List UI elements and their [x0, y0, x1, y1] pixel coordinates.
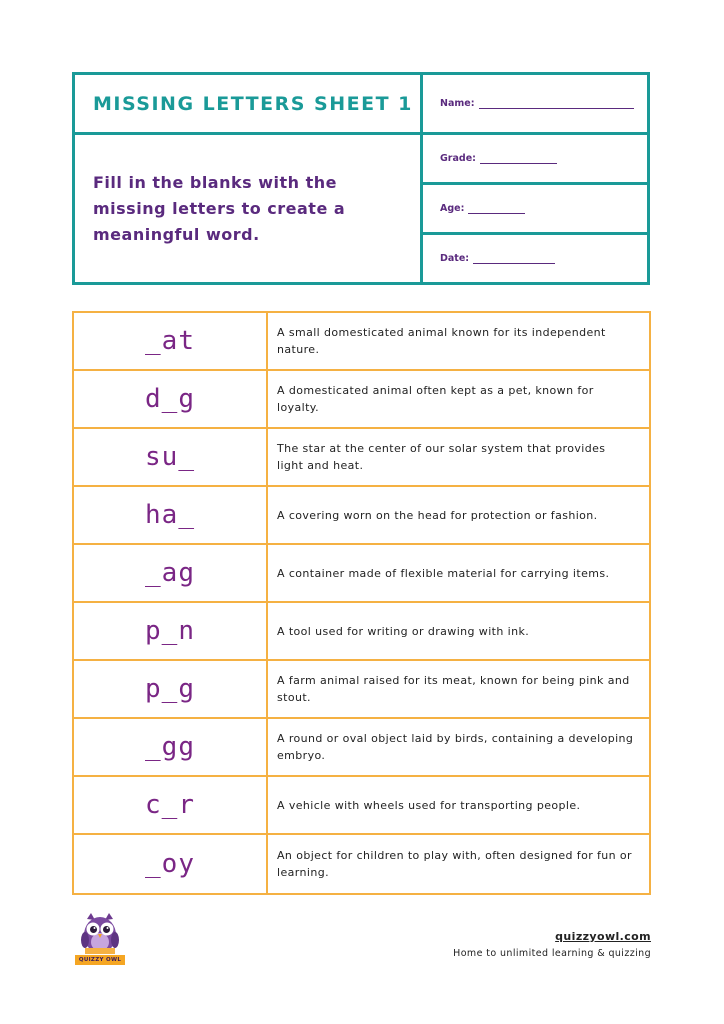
table-row	[74, 835, 649, 893]
word-clue: A vehicle with wheels used for transporting people.	[277, 798, 581, 812]
table-row	[74, 719, 649, 777]
name-blank-line	[479, 107, 634, 109]
age-label: Age:	[440, 203, 465, 214]
table-row	[74, 371, 649, 429]
name-field[interactable]	[423, 75, 647, 135]
word-clue: An object for children to play with, often designed for fun or learning.	[277, 849, 632, 879]
table-row	[74, 313, 649, 371]
table-row	[74, 487, 649, 545]
word-blank[interactable]: p_n	[74, 603, 268, 659]
date-field[interactable]	[423, 235, 647, 282]
date-blank-line	[473, 262, 555, 264]
site-link[interactable]: quizzyowl.com	[555, 930, 651, 943]
age-field[interactable]	[423, 185, 647, 235]
table-row	[74, 777, 649, 835]
word-blank[interactable]: ha_	[74, 487, 268, 543]
quizzy-owl-logo	[75, 913, 125, 965]
word-blank[interactable]: d_g	[74, 371, 268, 427]
word-clue: A tool used for writing or drawing with ink.	[277, 624, 530, 638]
table-row	[74, 429, 649, 487]
instructions-cell	[75, 135, 423, 282]
word-blank[interactable]: _gg	[74, 719, 268, 775]
word-clue: A farm animal raised for its meat, known for being pink and stout.	[277, 674, 630, 704]
word-clue: A container made of flexible material for carrying items.	[277, 566, 610, 580]
word-blank[interactable]: su_	[74, 429, 268, 485]
sheet-title: MISSING LETTERS SHEET 1	[93, 92, 413, 115]
grade-blank-line	[480, 162, 557, 164]
date-label: Date:	[440, 253, 470, 264]
word-clue: The star at the center of our solar system that provides light and heat.	[277, 442, 606, 472]
word-clue: A covering worn on the head for protection or fashion.	[277, 508, 598, 522]
table-row	[74, 603, 649, 661]
word-clue: A small domesticated animal known for its independent nature.	[277, 326, 606, 356]
word-blank[interactable]: c_r	[74, 777, 268, 833]
word-blank[interactable]: _ag	[74, 545, 268, 601]
word-clue: A round or oval object laid by birds, containing a developing embryo.	[277, 732, 634, 762]
word-blank[interactable]: _at	[74, 313, 268, 369]
word-clue: A domesticated animal often kept as a pet, known for loyalty.	[277, 384, 594, 414]
title-cell	[75, 75, 423, 135]
grade-label: Grade:	[440, 153, 476, 164]
word-blank[interactable]: _oy	[74, 835, 268, 893]
instructions-text: Fill in the blanks with the missing letters to create a meaningful word.	[93, 172, 346, 244]
word-blank[interactable]: p_g	[74, 661, 268, 717]
grade-field[interactable]	[423, 135, 647, 185]
table-row	[74, 661, 649, 719]
tagline: Home to unlimited learning & quizzing	[453, 948, 651, 959]
name-label: Name:	[440, 98, 475, 109]
age-blank-line	[468, 212, 525, 214]
missing-letters-table	[72, 311, 651, 895]
worksheet-header	[72, 72, 650, 285]
logo-text: QUIZZY OWL	[78, 957, 122, 963]
table-row	[74, 545, 649, 603]
